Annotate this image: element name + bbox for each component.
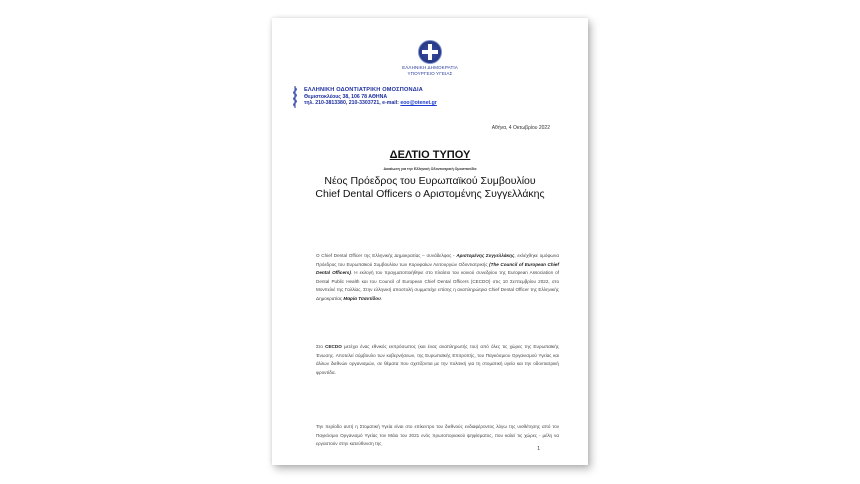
organization-header [304,87,564,107]
government-name: ΕΛΛΗΝΙΚΗ ΔΗΜΟΚΡΑΤΙΑ [402,65,458,70]
paragraph-text: , εκλέχθηκε ομόφωνα Πρόεδρος του Ευρωπαϊκού Συμβουλίου των Κορυφαίων Λειτουργών Οδοντιατρικής [316,253,559,267]
body-paragraph-3: Την περίοδο αυτή η Στοματική Υγεία είναι στο επίκεντρο του διεθνούς ενδιαφέροντος λόγω της υιοθέτησης από τον Παγκόσμιο Οργανισμό Υγείας τον Μάιο του 2021 ενός πρωτοποριακού ψηφίσματος, που καλεί τις χώρες - μέλη να εργαστούν στην κατεύθυνση της [316,424,559,447]
paragraph-text: . Η εκλογή του πραγματοποιήθηκε στο πλαίσιο του κοινού συνεδρίου της European Association of Dental Public Health και του Council of European Chief Dental Officers (CECDO) στις 10 Σεπτεμβρίου 2022, στο Μονπελιέ της Γαλλίας. Στην ελληνική αποστολή συμμετείχε επίσης η αναπληρώτρια Chief Dental Officer της Ελληνικής Δημοκρατίας [316,270,560,301]
paragraph-text: . [380,295,383,301]
rod-of-asclepius-icon [291,86,299,108]
document-date: Αθήνα, 4 Οκτωβρίου 2022 [491,125,550,131]
document-title: ΔΕΛΤΙΟ ΤΥΠΟΥ [389,149,471,161]
organization-name: ΕΛΛΗΝΙΚΗ ΟΔΟΝΤΙΑΤΡΙΚΗ ΟΜΟΣΠΟΝΔΙΑ [304,87,423,93]
body-paragraph-1 [316,252,559,304]
person-name: Μαρία Τσαντίδου [343,295,381,301]
paragraph-text: μετέχει ένας εθνικός εκπρόσωπος (και ένας αναπληρωτής του) από όλες τις χώρες της Ευρωπαϊκής Ένωσης. Αποτελεί σύμβουλο των κυβερνήσεων, της Ευρωπαϊκής Επιτροπής, του Παγκόσμιου Οργανισμού Υγείας και άλλων διεθνών οργανισμών, σε θέματα που σχετίζονται με την πολιτική για τη στοματική υγεία και την οδοντιατρική φροντίδα. [316,344,559,375]
organization-phone: τηλ. 210-3813380, 210-3303721, e-mail: [304,100,401,106]
document-headline: Νέος Πρόεδρος του Ευρωπαϊκού Συμβουλίου Chief Dental Officers ο Αριστομένης Συγγελλάκης [315,175,545,200]
paragraph-text: Ο Chief Dental Officer της Ελληνικής Δημοκρατίας – συνάδελφος - [316,253,457,258]
document-page [272,18,588,465]
greek-coat-of-arms-icon [418,40,442,64]
page-number: 1 [537,446,540,452]
document-subtitle: Δικαίωση για την Ελληνική Οδοντιατρική Ομοσπονδία [383,167,477,171]
council-name: (The Council of European Chief Dental Officers) [316,261,559,276]
organization-acronym: CECDO [325,344,342,349]
organization-email-link[interactable]: eoo@otenet.gr [400,100,437,106]
person-name: Αριστομένης Συγγελλάκης [456,253,515,258]
government-header [372,65,488,77]
organization-address: Θεμιστοκλέους 38, 106 78 ΑΘΗΝΑ [304,93,388,100]
ministry-name: ΥΠΟΥΡΓΕΙΟ ΥΓΕΙΑΣ [407,71,453,76]
organization-contact [304,100,564,107]
body-paragraph-2 [316,343,559,377]
paragraph-text: Στο [316,344,326,349]
